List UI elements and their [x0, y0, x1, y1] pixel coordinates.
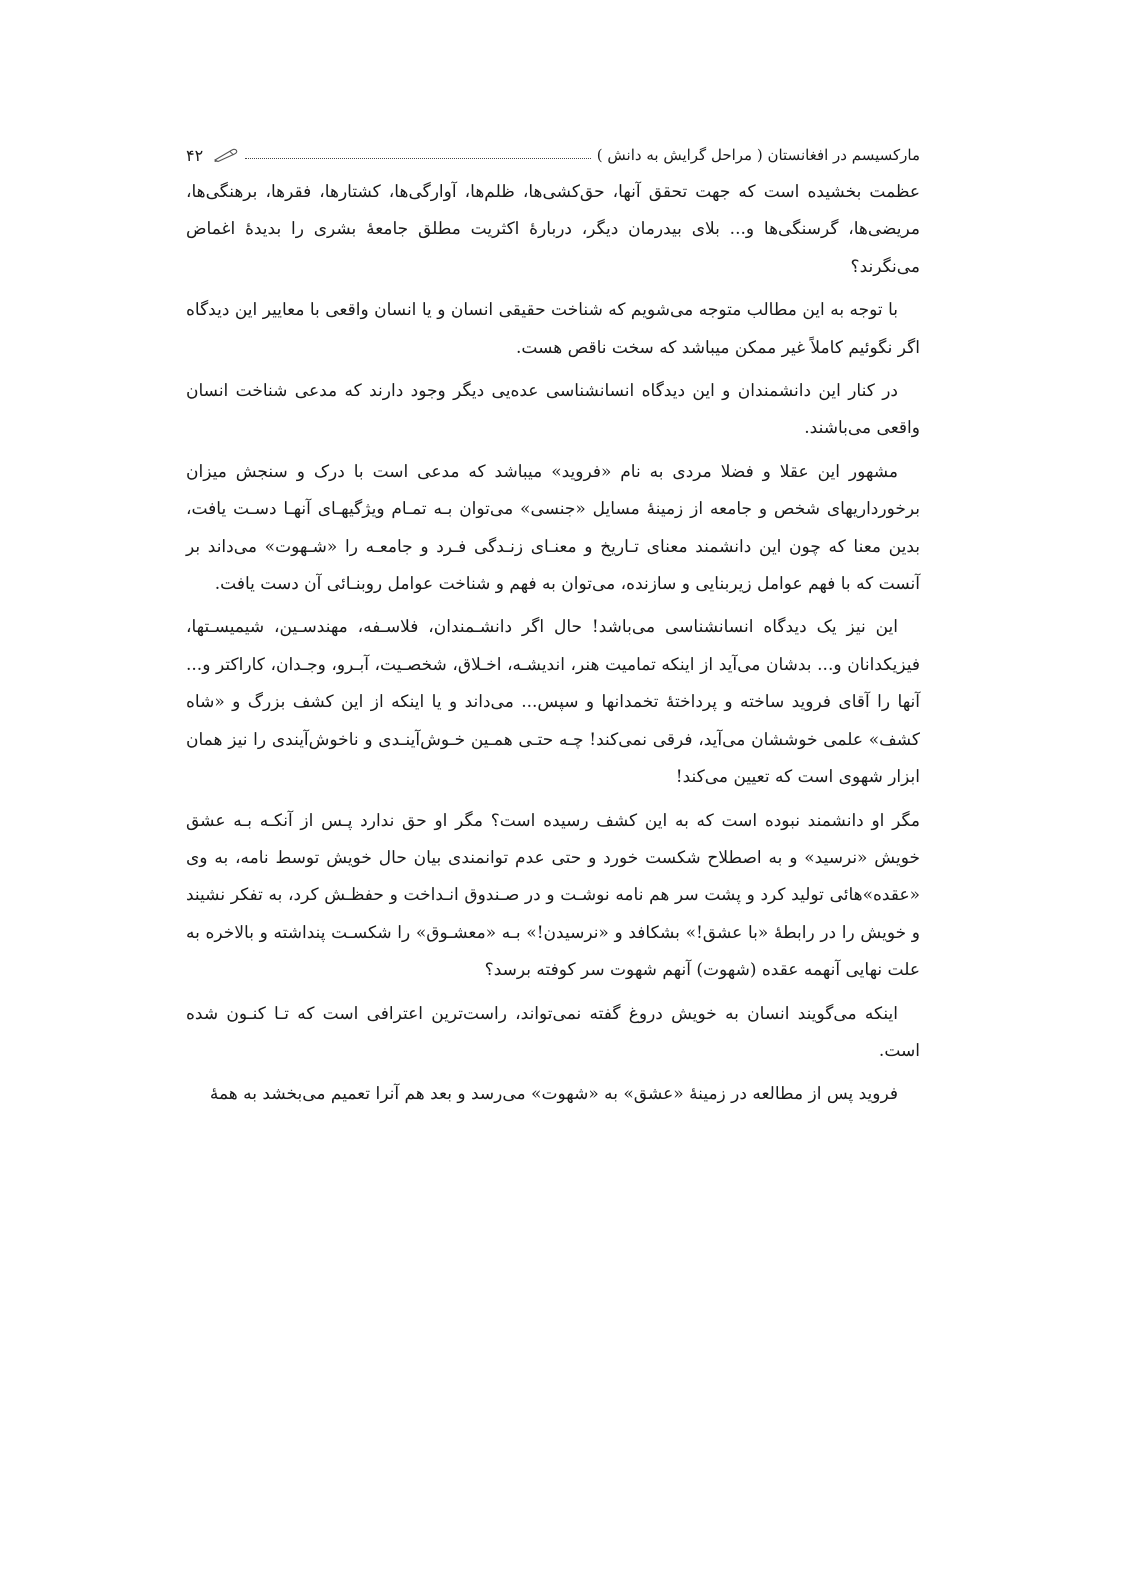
body-text [186, 174, 920, 1120]
paragraph: با توجه به این مطالب متوجه می‌شویم که شناخت حقیقی انسان و یا انسان واقعی با معاییر این دیدگاه اگر نگوئیم کاملاً غیر ممکن میباشد که سخت ناقص هست. [186, 300, 920, 358]
paragraph: فروید پس از مطالعه در زمینهٔ «عشق» به «شهوت» می‌رسد و بعد هم آنرا تعمیم می‌بخشد به همهٔ [209, 1084, 898, 1105]
running-header [186, 140, 920, 170]
page-number: ۴۲ [186, 145, 204, 165]
paragraph: در کنار این دانشمندان و این دیدگاه انسانشناسی عده‌یی دیگر وجود دارند که مدعی شناخت انسان واقعی می‌باشند. [186, 381, 920, 439]
pen-icon [213, 147, 239, 163]
paragraph: مشهور این عقلا و فضلا مردی به نام «فروید» میباشد که مدعی است با درک و سنجش میزان برخوردار‌یهای شخص و جامعه از زمینهٔ مسایل «جنسی» می‌توان بـه تمـام ویژگیهـای آنهـا دسـت یافت، بدین معنا که چون این دانشمند معنای تـاریخ و معنـای زنـدگی فـرد و جامعـه را «شـهوت» می‌داند بر آنست که با فهم عوامل زیربنایی و سازنده، می‌توان به فهم و شناخت عوامل روبنـائی آن دست یافت. [186, 461, 920, 595]
paragraph: اینکه می‌گویند انسان به خویش دروغ گفته نمی‌تواند، راست‌ترین اعترافی است که تـا کنـون شده است. [186, 1003, 920, 1061]
header-dot-leader [245, 158, 591, 159]
paragraph: این نیز یک دیدگاه انسانشناسی می‌باشد! حال اگر دانشـمندان، فلاسـفه، مهندسـین، شیمیسـتها، فیزیکدانان و... بدشان می‌آید از اینکه تمامیت هنر، اندیشـه، اخـلاق، شخصـیت، آبـرو، وجـدان، کاراکتر و... آنها را آقای فروید ساخته و پرداختهٔ تخمدانها و سپس... می‌داند و یا اینکه از این کشف بزرگ و «شاه کشف» علمی خوششان می‌آید، فرقی نمی‌کند! چـه حتـی همـین خـوش‌آینـدی و ناخوش‌آیندی را نیز همان ابزار شهوی است که تعیین می‌کند! [186, 617, 920, 788]
running-header-title: مارکسیسم در افغانستان ( مراحل گرایش به دانش ) [596, 146, 920, 164]
paragraph: عظمت بخشیده است که جهت تحقق آنها، حق‌کشی‌ها، ظلم‌ها، آوارگی‌ها، کشتارها، فقرها، برهنگی‌ها، مریضی‌ها، گرسنگی‌ها و... بلای بیدرمان دیگر، دربارهٔ اکثریت مطلق جامعهٔ بشری را بدیدهٔ اغماض می‌نگرند؟ [186, 182, 920, 277]
paragraph: مگر او دانشمند نبوده است که به این کشف رسیده است؟ مگر او حق ندارد پـس از آنکـه بـه عشق خویش «نرسید» و به اصطلاح شکست خورد و حتی عدم توانمندی بیان حال خویش توسط نامه، به وی «عقده»هائی تولید کرد و پشت سر هم نامه نوشـت و در صـندوق انـداخت و حفظـش کرد، به تفکر نشیند و خویش را در رابطهٔ «با عشق!» بشکافد و «نرسیدن!» بـه «معشـوق» را شکسـت پنداشته و بالاخره به علت نهایی آنهمه عقده (شهوت) آنهم شهوت سر کوفته برسد؟ [186, 810, 920, 981]
